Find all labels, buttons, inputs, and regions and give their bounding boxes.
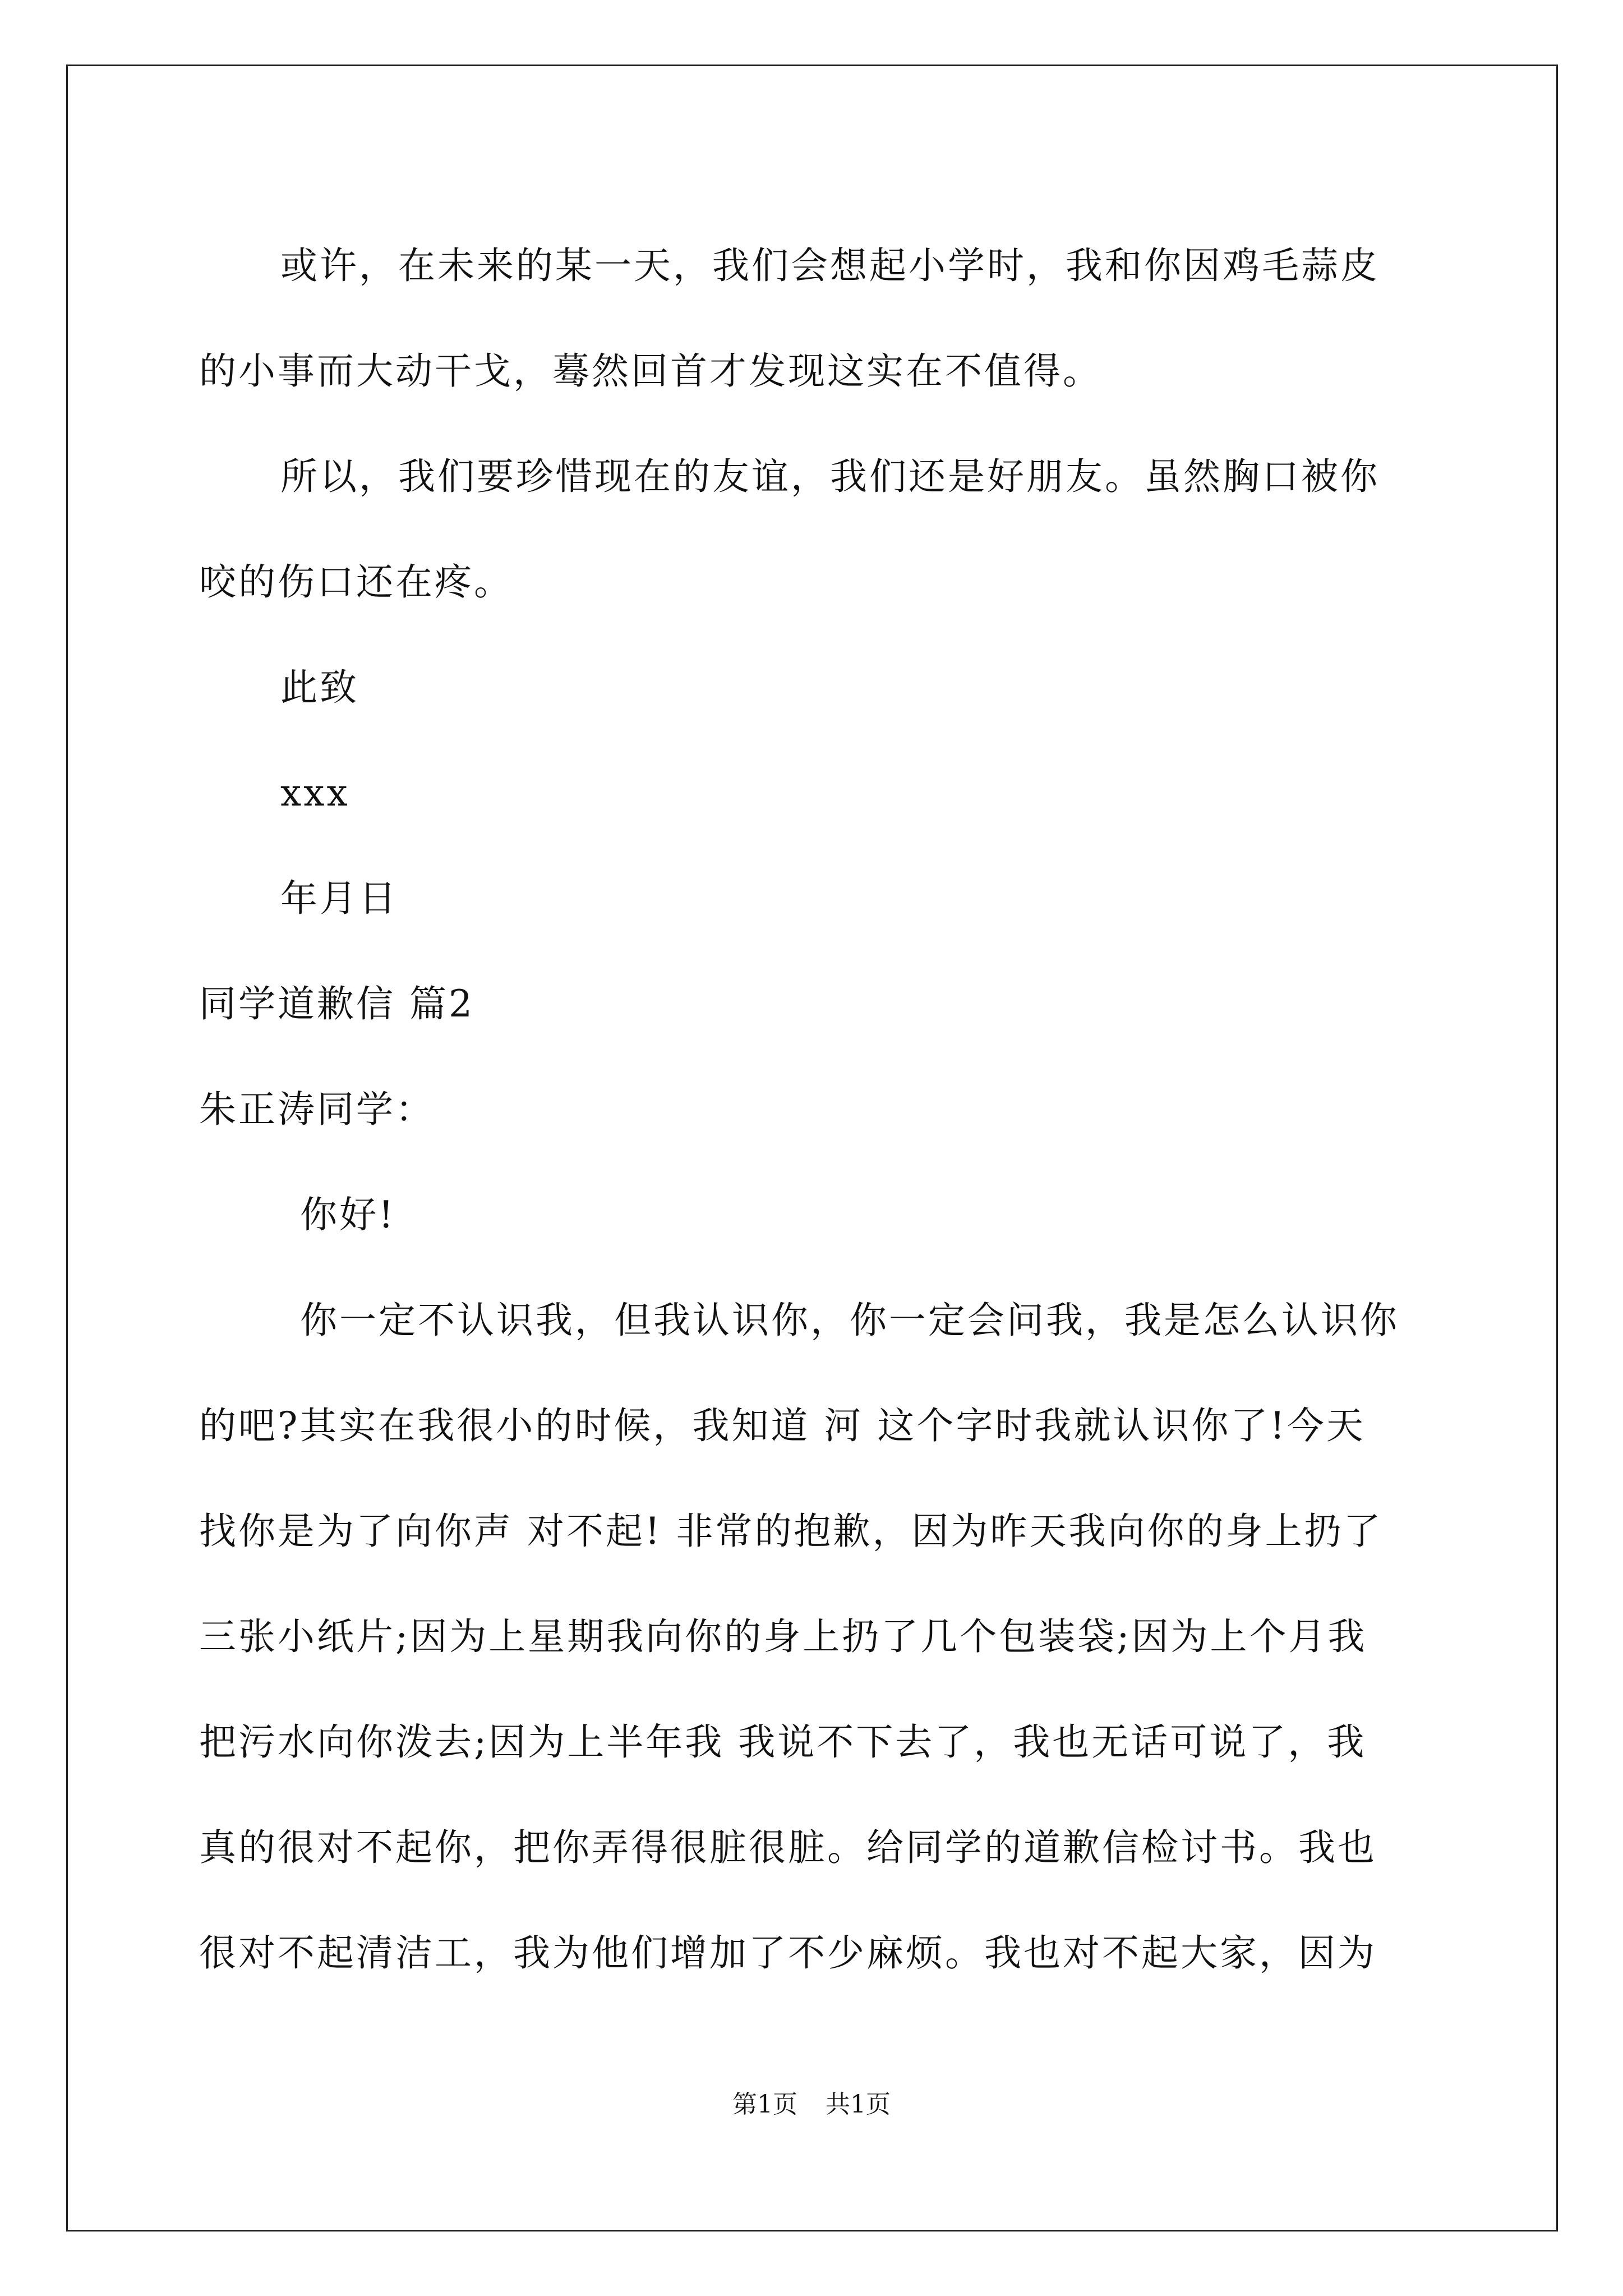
paragraph-line: 或许，在未来的某一天，我们会想起小学时，我和你因鸡毛蒜皮 — [280, 244, 1380, 287]
paragraph-line: 的小事而大动干戈，蓦然回首才发现这实在不值得。 — [199, 349, 1102, 393]
paragraph-line: 把污水向你泼去;因为上半年我 我说不下去了，我也无话可说了，我 — [199, 1720, 1367, 1764]
paragraph-line: 咬的伤口还在疼。 — [199, 560, 513, 604]
paragraph-line: 很对不起清洁工，我为他们增加了不少麻烦。我也对不起大家，因为 — [199, 1931, 1377, 1975]
document-body — [199, 213, 1430, 2006]
paragraph-line: 所以，我们要珍惜现在的友谊，我们还是好朋友。虽然胸口被你 — [280, 455, 1380, 498]
date-line: 年月日 — [280, 877, 398, 920]
paragraph-line: 找你是为了向你声 对不起! 非常的抱歉，因为昨天我向你的身上扔了 — [199, 1510, 1383, 1553]
page-number: 第1页 — [732, 2090, 797, 2119]
section-heading: 同学道歉信 篇2 — [199, 982, 474, 1025]
greeting: 你好! — [300, 1193, 396, 1236]
paragraph-line: 三张小纸片;因为上星期我向你的身上扔了几个包装袋;因为上个月我 — [199, 1615, 1367, 1658]
paragraph-line: 的吧?其实在我很小的时候，我知道 河 这个字时我就认识你了!今天 — [199, 1404, 1366, 1447]
letter-addressee: 朱正涛同学： — [199, 1088, 435, 1131]
closing-salutation: 此致 — [280, 666, 359, 709]
page-total: 共1页 — [826, 2090, 891, 2119]
paragraph-line: 真的很对不起你，把你弄得很脏很脏。给同学的道歉信检讨书。我也 — [199, 1826, 1377, 1869]
recipient-name: xxx — [280, 771, 350, 815]
page-footer — [0, 2084, 1623, 2120]
paragraph-line: 你一定不认识我，但我认识你，你一定会问我，我是怎么认识你 — [300, 1299, 1399, 1342]
